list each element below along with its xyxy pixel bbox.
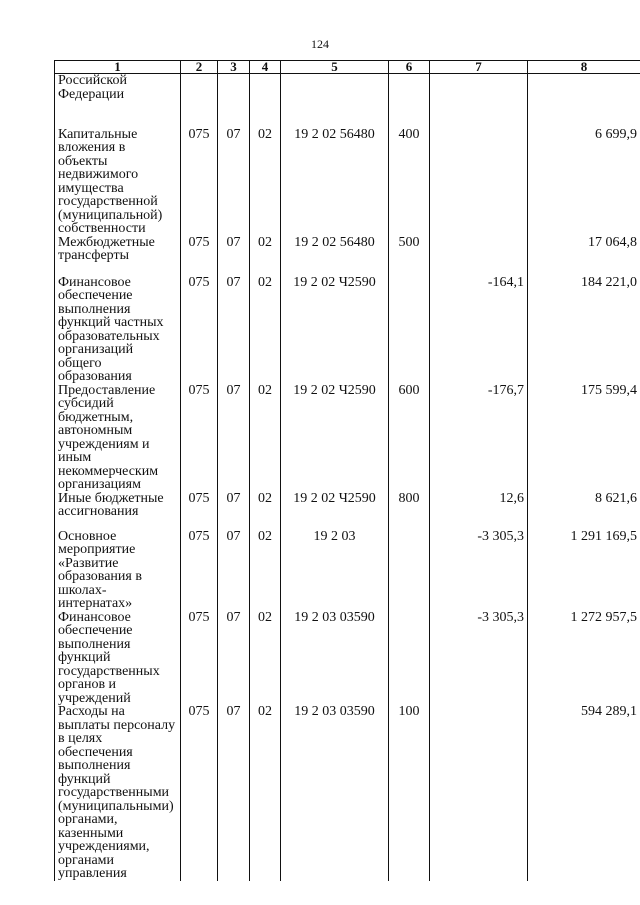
row-value-cell: 500	[389, 236, 430, 276]
table-row	[55, 492, 640, 530]
row-value-cell	[389, 611, 430, 706]
row-name-cell: Межбюджетные трансферты	[55, 236, 181, 276]
table-row	[55, 384, 640, 492]
row-value-cell: 02	[250, 530, 281, 611]
column-header: 4	[250, 61, 281, 74]
row-value-cell: 02	[250, 236, 281, 276]
row-value-cell: 1 291 169,5	[528, 530, 640, 611]
page-number: 124	[311, 37, 329, 51]
row-value-cell: 800	[389, 492, 430, 530]
table-row	[55, 276, 640, 384]
header-row	[55, 61, 640, 74]
row-value-cell: 600	[389, 384, 430, 492]
row-value-cell: 075	[181, 492, 218, 530]
row-value-cell: 075	[181, 530, 218, 611]
budget-table	[54, 60, 640, 881]
row-value-cell: 07	[218, 236, 250, 276]
row-value-cell: 075	[181, 236, 218, 276]
table-row	[55, 128, 640, 236]
row-value-cell: 075	[181, 128, 218, 236]
row-value-cell: 19 2 02 56480	[281, 128, 389, 236]
row-value-cell	[218, 74, 250, 128]
column-header: 1	[55, 61, 181, 74]
row-value-cell: 07	[218, 276, 250, 384]
row-value-cell: 07	[218, 128, 250, 236]
row-value-cell: 02	[250, 611, 281, 706]
row-value-cell	[430, 74, 528, 128]
table-row	[55, 530, 640, 611]
row-value-cell	[389, 530, 430, 611]
table-row	[55, 236, 640, 276]
column-header: 7	[430, 61, 528, 74]
table-row	[55, 74, 640, 128]
row-value-cell	[181, 74, 218, 128]
row-value-cell: 19 2 03 03590	[281, 611, 389, 706]
row-value-cell: 02	[250, 128, 281, 236]
row-value-cell: 1 272 957,5	[528, 611, 640, 706]
row-value-cell: 100	[389, 705, 430, 881]
row-value-cell: 02	[250, 384, 281, 492]
row-name-cell: Финансовое обеспечение выполнения функций государственных органов и учреждений	[55, 611, 181, 706]
column-header: 8	[528, 61, 640, 74]
row-value-cell: 400	[389, 128, 430, 236]
column-header: 3	[218, 61, 250, 74]
row-value-cell	[389, 276, 430, 384]
table-row	[55, 705, 640, 881]
row-name-cell: Расходы на выплаты персоналу в целях обеспечения выполнения функций государственными (муниципальными) органами, казенными учреждениями, органами управления	[55, 705, 181, 881]
row-name-cell: Финансовое обеспечение выполнения функций частных образовательных организаций общего образования	[55, 276, 181, 384]
row-name-cell: Капитальные вложения в объекты недвижимого имущества государственной (муниципальной) собственности	[55, 128, 181, 236]
row-value-cell: 075	[181, 384, 218, 492]
row-value-cell	[528, 74, 640, 128]
table-row	[55, 611, 640, 706]
row-value-cell	[430, 128, 528, 236]
column-header: 5	[281, 61, 389, 74]
row-name-cell: Российской Федерации	[55, 74, 181, 128]
row-value-cell	[389, 74, 430, 128]
row-value-cell: 075	[181, 705, 218, 881]
column-header: 2	[181, 61, 218, 74]
row-value-cell: 594 289,1	[528, 705, 640, 881]
row-value-cell: 02	[250, 705, 281, 881]
row-value-cell: 184 221,0	[528, 276, 640, 384]
row-value-cell: 07	[218, 530, 250, 611]
row-value-cell	[281, 74, 389, 128]
row-value-cell: 19 2 03 03590	[281, 705, 389, 881]
row-value-cell: 075	[181, 611, 218, 706]
row-value-cell: 02	[250, 276, 281, 384]
row-value-cell: 6 699,9	[528, 128, 640, 236]
row-value-cell: 19 2 02 Ч2590	[281, 384, 389, 492]
row-name-cell: Предоставление субсидий бюджетным, автономным учреждениям и иным некоммерческим организациям	[55, 384, 181, 492]
row-value-cell: 19 2 02 56480	[281, 236, 389, 276]
row-name-cell: Иные бюджетные ассигнования	[55, 492, 181, 530]
row-value-cell: -164,1	[430, 276, 528, 384]
row-value-cell	[430, 236, 528, 276]
row-value-cell: 12,6	[430, 492, 528, 530]
row-value-cell: 17 064,8	[528, 236, 640, 276]
row-value-cell: 07	[218, 384, 250, 492]
row-value-cell: 19 2 02 Ч2590	[281, 276, 389, 384]
row-value-cell: 175 599,4	[528, 384, 640, 492]
row-value-cell: 8 621,6	[528, 492, 640, 530]
row-value-cell	[430, 705, 528, 881]
row-value-cell	[250, 74, 281, 128]
row-value-cell: 075	[181, 276, 218, 384]
row-name-cell: Основное мероприятие «Развитие образования в школах-интернатах»	[55, 530, 181, 611]
row-value-cell: 07	[218, 492, 250, 530]
row-value-cell: -3 305,3	[430, 530, 528, 611]
row-value-cell: 07	[218, 611, 250, 706]
row-value-cell: -3 305,3	[430, 611, 528, 706]
column-header: 6	[389, 61, 430, 74]
row-value-cell: 19 2 02 Ч2590	[281, 492, 389, 530]
row-value-cell: 19 2 03	[281, 530, 389, 611]
row-value-cell: -176,7	[430, 384, 528, 492]
row-value-cell: 07	[218, 705, 250, 881]
row-value-cell: 02	[250, 492, 281, 530]
